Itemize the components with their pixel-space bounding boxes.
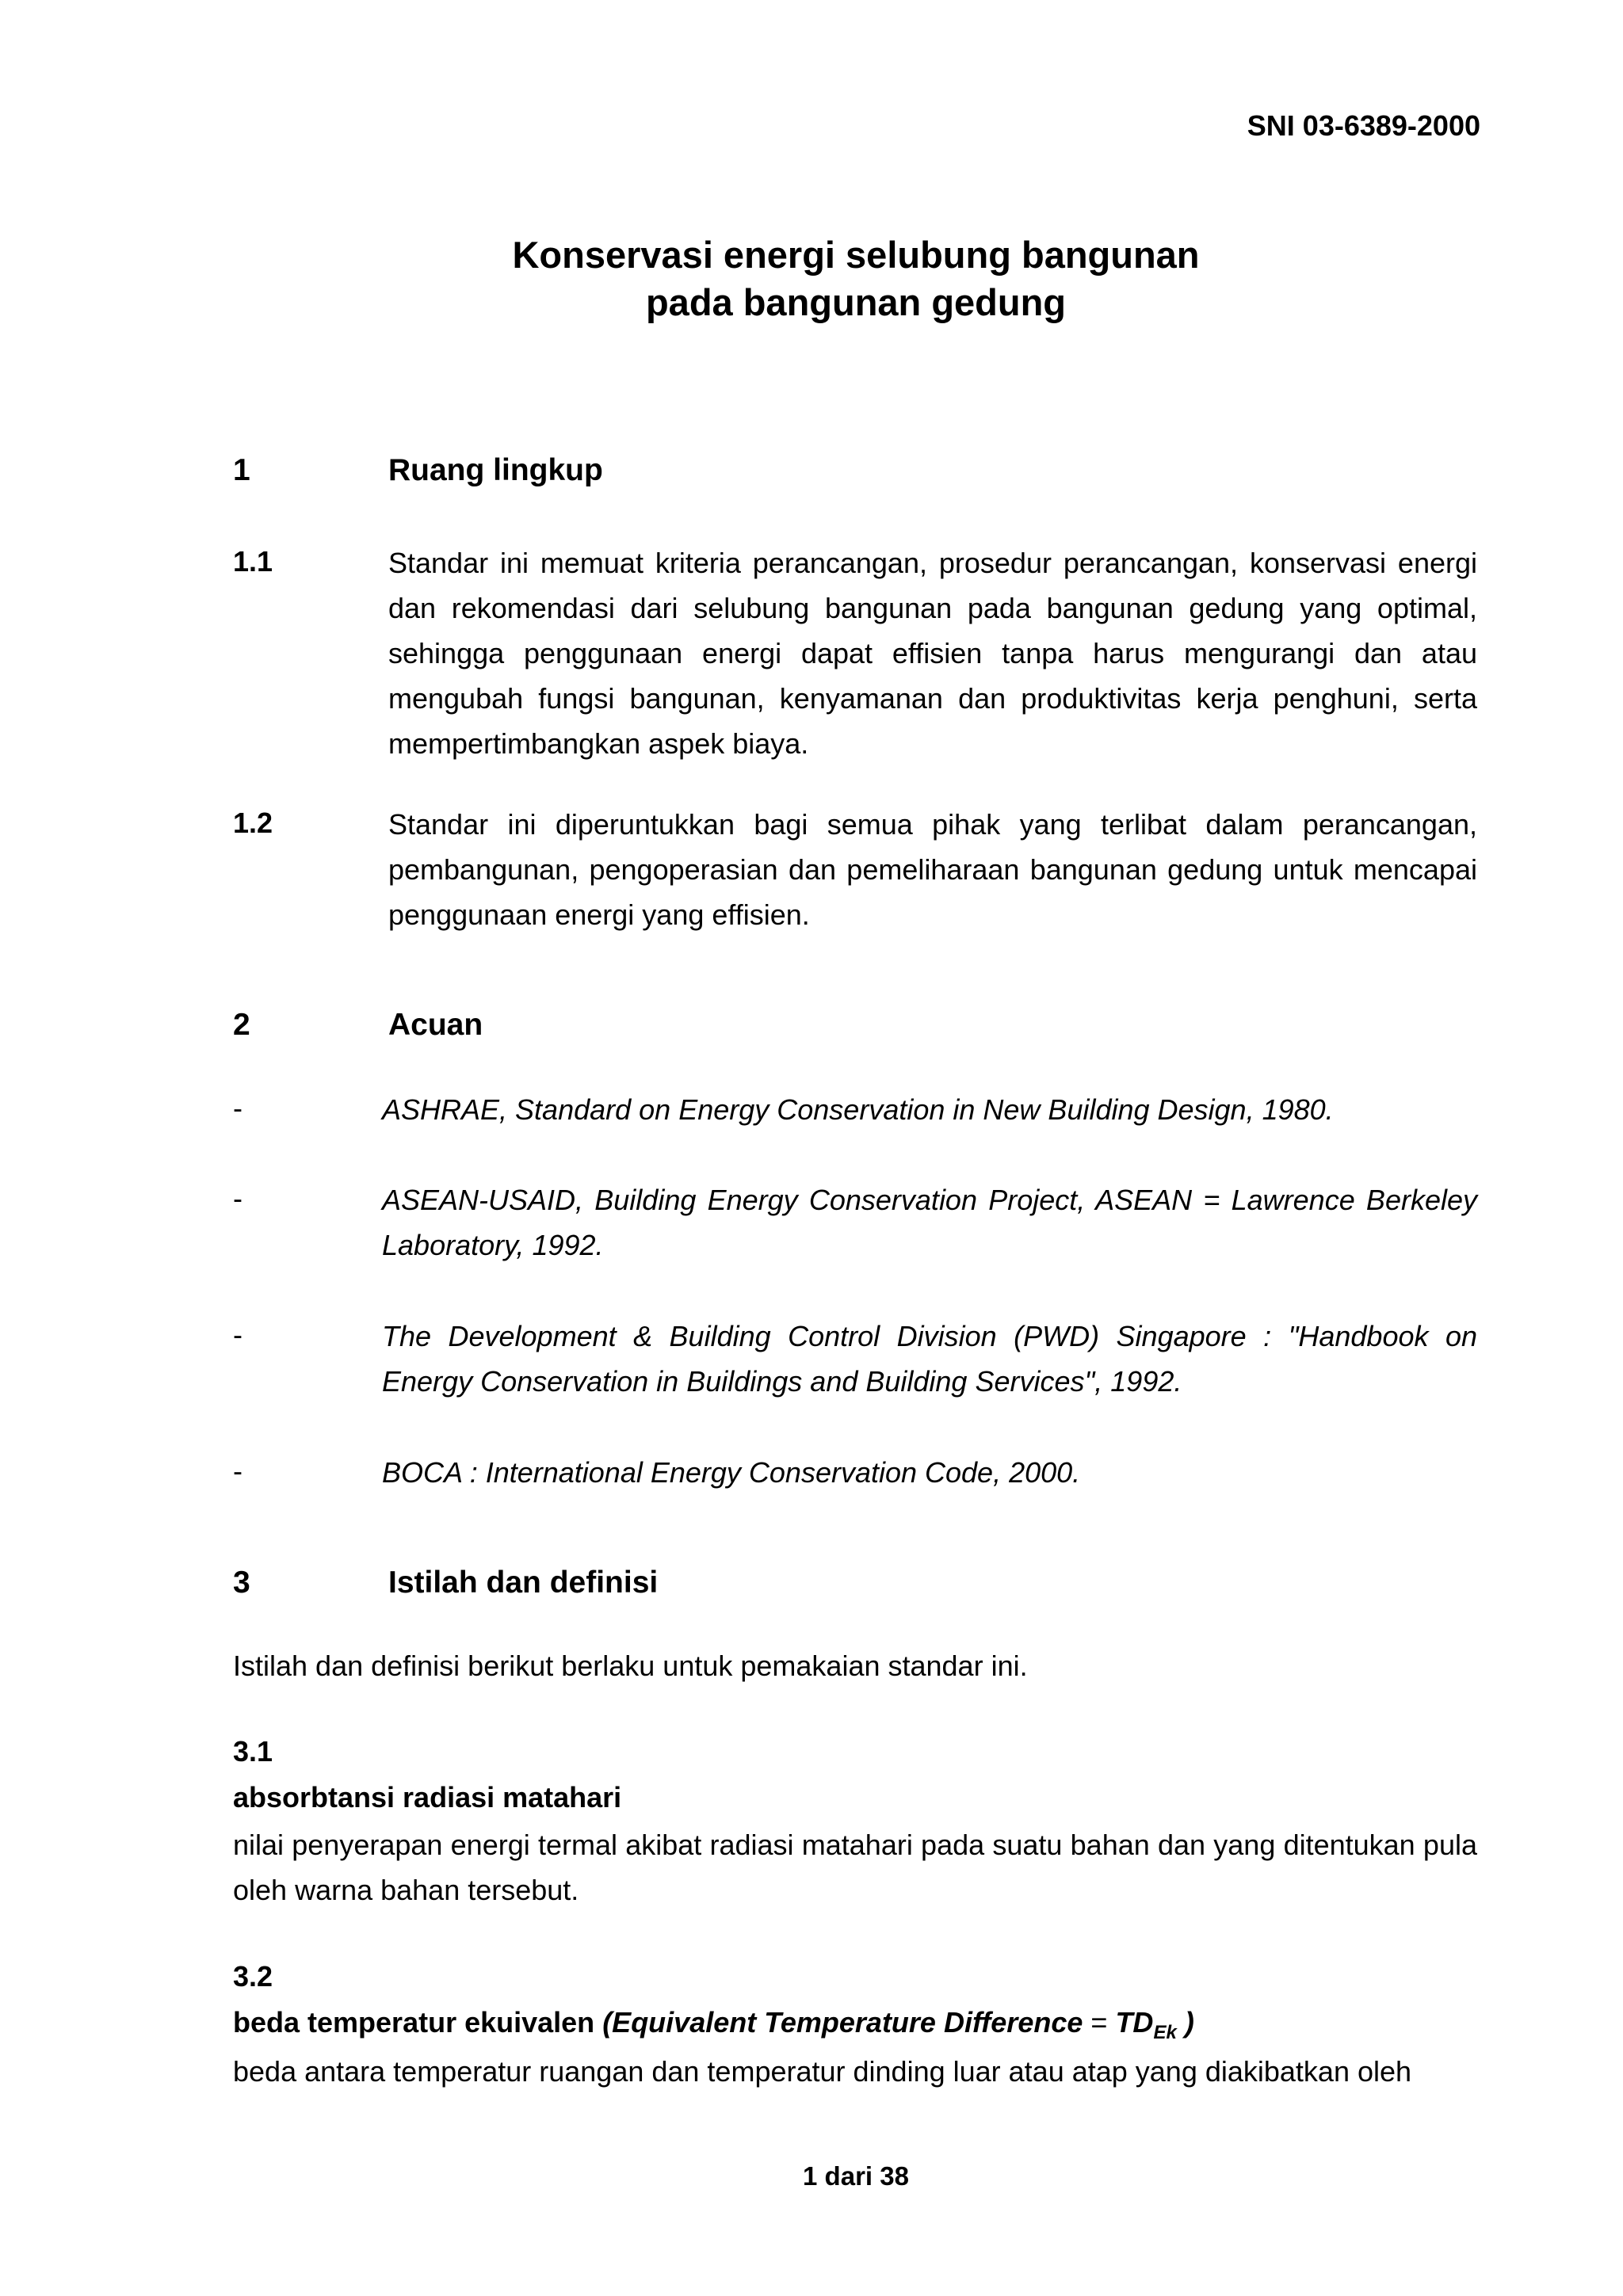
term-3-2-abbr xyxy=(1115,2006,1177,2044)
reference-item: The Development & Building Control Division (PWD) Singapore : "Handbook on Energy Conservation in Buildings and Building Services", 1992. xyxy=(382,1320,1477,1398)
reference-item: BOCA : International Energy Conservation Code, 2000. xyxy=(382,1456,1081,1489)
document-title xyxy=(0,231,1623,326)
reference-bullet: - xyxy=(233,1092,242,1124)
term-3-2-equals: = xyxy=(1090,2006,1108,2039)
section-2-number: 2 xyxy=(233,1008,250,1042)
term-3-1-number: 3.1 xyxy=(233,1735,273,1768)
section-3-intro: Istilah dan definisi berikut berlaku untuk pemakaian standar ini. xyxy=(233,1650,1028,1682)
reference-item: ASEAN-USAID, Building Energy Conservation Project, ASEAN = Lawrence Berkeley Laboratory, 1992. xyxy=(382,1184,1477,1261)
title-line-2: pada bangunan gedung xyxy=(645,281,1067,323)
term-3-2-number: 3.2 xyxy=(233,1960,273,1993)
clause-1-2-text: Standar ini diperuntukkan bagi semua pihak yang terlibat dalam perancangan, pembangunan, pengoperasian dan pemeliharaan bangunan gedung untuk mencapai penggunaan energi yang effisien. xyxy=(388,808,1477,931)
section-3-number: 3 xyxy=(233,1566,250,1600)
title-line-1: Konservasi energi selubung bangunan xyxy=(512,234,1200,276)
section-2-heading: Acuan xyxy=(388,1008,483,1042)
clause-1-1-text: Standar ini memuat kriteria perancangan, prosedur perancangan, konservasi energi dan rekomendasi dari selubung bangunan pada bangunan gedung yang optimal, sehingga penggunaan energi dapat effisien tanpa harus mengurangi dan atau mengubah fungsi bangunan, kenyamanan dan produktivitas kerja penghuni, serta mempertimbangkan aspek biaya. xyxy=(388,547,1477,760)
reference-bullet: - xyxy=(233,1455,242,1487)
term-3-1-name: absorbtansi radiasi matahari xyxy=(233,1781,622,1814)
reference-bullet: - xyxy=(233,1318,242,1351)
standard-code: SNI 03-6389-2000 xyxy=(1247,109,1480,142)
clause-1-1-number: 1.1 xyxy=(233,545,273,578)
reference-item: ASHRAE, Standard on Energy Conservation in New Building Design, 1980. xyxy=(382,1093,1334,1126)
term-3-2-abbr-sub: Ek xyxy=(1153,2022,1177,2044)
term-3-1-definition: nilai penyerapan energi termal akibat radiasi matahari pada suatu bahan dan yang ditentukan pula oleh warna bahan tersebut. xyxy=(233,1829,1477,1906)
term-3-2-name: beda temperatur ekuivalen xyxy=(233,2006,595,2039)
clause-1-2-number: 1.2 xyxy=(233,807,273,839)
term-3-2-abbr-main: TD xyxy=(1115,2006,1154,2039)
section-1-heading: Ruang lingkup xyxy=(388,453,603,487)
section-1-number: 1 xyxy=(233,453,250,487)
term-3-2-english-open: (Equivalent Temperature Difference xyxy=(602,2006,1083,2039)
term-3-2-english-close: ) xyxy=(1184,2006,1194,2039)
page-number: 1 dari 38 xyxy=(803,2161,909,2191)
term-3-2-heading xyxy=(233,2006,1194,2044)
reference-bullet: - xyxy=(233,1182,242,1215)
term-3-2-definition: beda antara temperatur ruangan dan temperatur dinding luar atau atap yang diakibatkan oleh xyxy=(233,2055,1412,2088)
section-3-heading: Istilah dan definisi xyxy=(388,1566,659,1600)
